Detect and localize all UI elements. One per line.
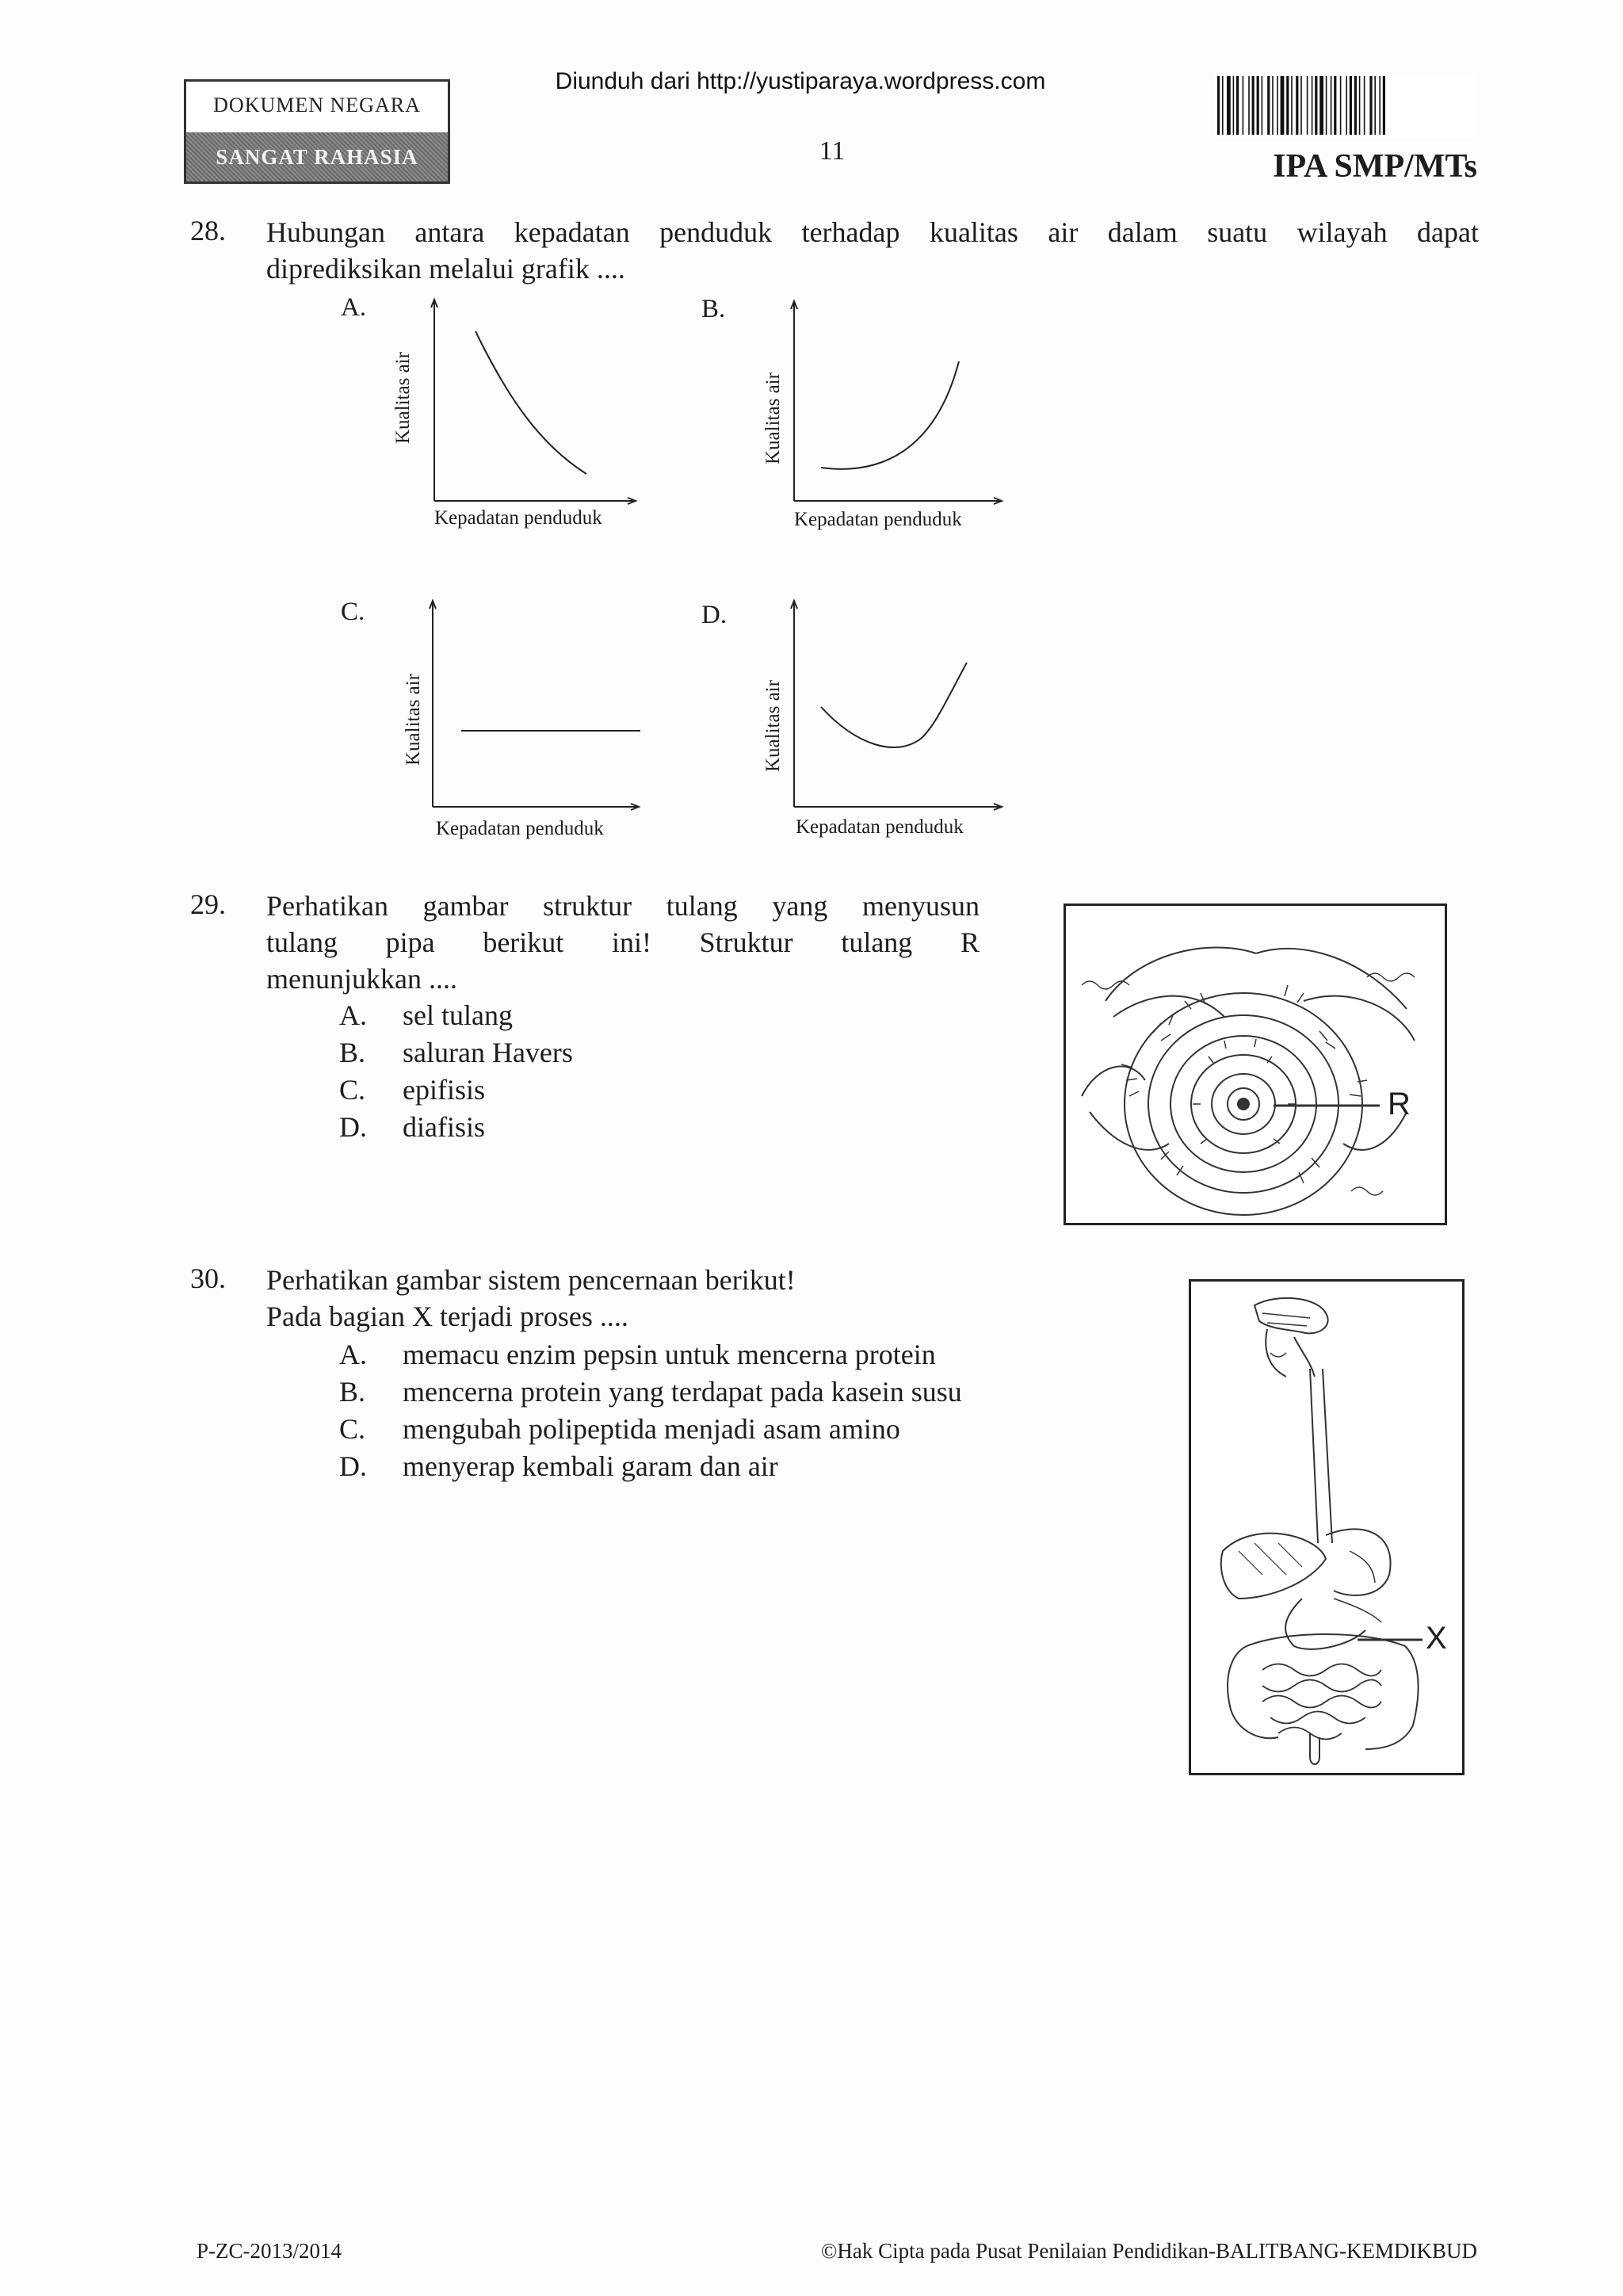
page-number: 11 (819, 136, 846, 166)
option-text: diafisis (403, 1111, 485, 1143)
stamp-classification-bottom: SANGAT RAHASIA (186, 132, 448, 181)
barcode (1214, 74, 1476, 138)
exam-code: P-ZC-2013/2014 (197, 2239, 342, 2263)
graph-option-b[interactable] (697, 285, 1030, 547)
x-axis-label: Kepadatan penduduk (434, 507, 602, 529)
option-letter: B. (339, 1037, 366, 1068)
option-text: memacu enzim pepsin untuk mencerna protein (403, 1339, 936, 1370)
graph-c-plot (333, 586, 666, 848)
graph-option-c[interactable] (333, 586, 666, 848)
question-number: 29. (190, 888, 226, 920)
digestive-illustration (1191, 1282, 1462, 1773)
question-text: Hubungan antara kepadatan penduduk terhadap kualitas air dalam suatu wilayah dapat (266, 216, 1479, 248)
y-axis-label: Kualitas air (392, 352, 414, 444)
question-number: 30. (190, 1263, 226, 1294)
option-letter: B. (339, 1376, 366, 1408)
subject-title: IPA SMP/MTs (1273, 148, 1477, 185)
digestive-system-figure (1189, 1279, 1465, 1775)
graph-option-letter: C. (341, 598, 365, 626)
document-stamp (184, 79, 450, 184)
graph-d-plot (697, 586, 1030, 848)
bone-structure-figure (1064, 904, 1447, 1225)
figure-label-r: R (1388, 1087, 1411, 1121)
x-axis-label: Kepadatan penduduk (796, 816, 964, 838)
y-axis-label: Kualitas air (403, 674, 424, 766)
option-letter: A. (339, 999, 367, 1031)
graph-option-a[interactable] (333, 285, 666, 547)
question-text: diprediksikan melalui grafik .... (266, 253, 625, 285)
question-text: Perhatikan gambar sistem pencernaan berikut! (266, 1264, 796, 1296)
copyright-notice: ©Hak Cipta pada Pusat Penilaian Pendidikan-BALITBANG-KEMDIKBUD (820, 2239, 1477, 2263)
question-text: menunjukkan .... (266, 963, 457, 995)
x-axis-label: Kepadatan penduduk (436, 818, 604, 839)
question-text: Pada bagian X terjadi proses .... (266, 1301, 628, 1332)
graph-option-d[interactable] (697, 586, 1030, 848)
option-text: sel tulang (403, 999, 513, 1031)
bone-illustration (1066, 906, 1445, 1223)
option-text: saluran Havers (403, 1037, 573, 1068)
option-text: mengubah polipeptida menjadi asam amino (403, 1413, 900, 1445)
option-letter: A. (339, 1339, 367, 1370)
option-text: epifisis (403, 1074, 485, 1106)
download-source-url[interactable]: Diunduh dari http://yustiparaya.wordpress.com (555, 68, 1046, 94)
graph-option-letter: A. (341, 293, 367, 322)
y-axis-label: Kualitas air (762, 680, 784, 772)
option-letter: D. (339, 1111, 367, 1143)
graph-option-letter: B. (701, 295, 726, 323)
question-text: Perhatikan gambar struktur tulang yang menyusun (266, 890, 980, 922)
stamp-classification-top: DOKUMEN NEGARA (213, 94, 421, 117)
option-text: menyerap kembali garam dan air (403, 1450, 778, 1482)
option-letter: D. (339, 1450, 367, 1482)
option-letter: C. (339, 1074, 366, 1106)
graph-b-plot (697, 285, 1030, 547)
figure-label-x: X (1426, 1621, 1447, 1656)
option-text: mencerna protein yang terdapat pada kasein susu (403, 1376, 962, 1408)
question-text: tulang pipa berikut ini! Struktur tulang R (266, 926, 980, 958)
graph-option-letter: D. (701, 601, 727, 629)
option-letter: C. (339, 1413, 366, 1445)
y-axis-label: Kualitas air (762, 372, 784, 464)
x-axis-label: Kepadatan penduduk (794, 509, 962, 530)
question-number: 28. (190, 215, 226, 246)
